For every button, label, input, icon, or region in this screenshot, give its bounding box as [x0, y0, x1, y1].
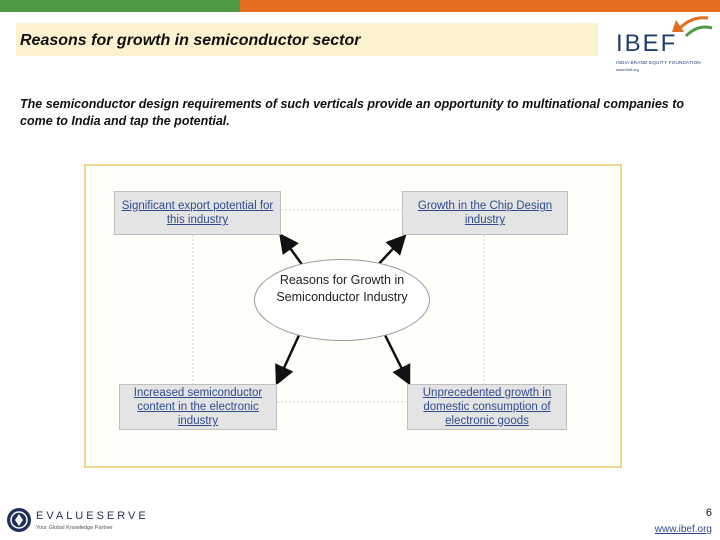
footer-link[interactable]: www.ibef.org: [654, 524, 712, 535]
top-color-bar: [0, 0, 720, 12]
intro-text: The semiconductor design requirements of such verticals provide an opportunity to multinational companies to come to India and tap the potential.: [20, 97, 684, 128]
ibef-logo-text: IBEF: [616, 30, 678, 57]
evalueserve-name: EVALUESERVE: [36, 510, 149, 522]
ibef-logo-url: www.ibef.org: [616, 67, 639, 72]
top-bar-orange-segment: [240, 0, 720, 12]
evalueserve-tagline: Your Global Knowledge Partner: [36, 525, 113, 531]
page-number: 6: [705, 507, 712, 519]
top-bar-green-segment: [0, 0, 240, 12]
ibef-logo-subtext: INDIA BRAND EQUITY FOUNDATION: [616, 60, 701, 65]
reason-box-domestic-consumption[interactable]: Unprecedented growth in domestic consumption of electronic goods: [407, 384, 567, 430]
center-label: Reasons for Growth in Semiconductor Industry: [276, 273, 408, 304]
reason-box-chip-design[interactable]: Growth in the Chip Design industry: [402, 191, 568, 235]
reason-box-export-potential[interactable]: Significant export potential for this industry: [114, 191, 281, 235]
page-title: Reasons for growth in semiconductor sector: [20, 32, 361, 49]
reason-box-semiconductor-content[interactable]: Increased semiconductor content in the electronic industry: [119, 384, 277, 430]
